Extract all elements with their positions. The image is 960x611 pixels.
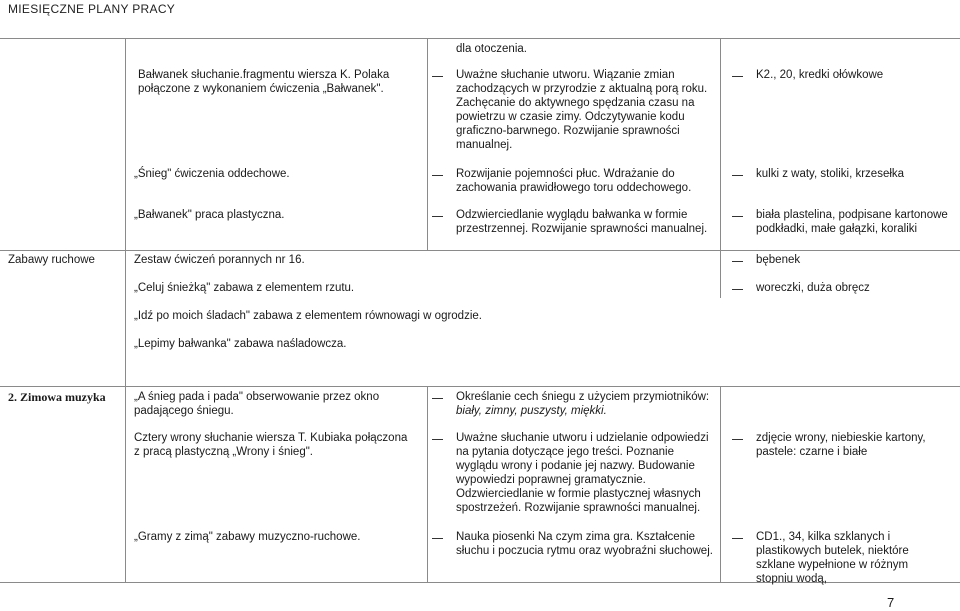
- activity-gramy-z-zima: „Gramy z zimą" zabawy muzyczno-ruchowe.: [134, 531, 361, 543]
- col-divider-3b: [720, 250, 721, 298]
- zabawy-top-rule: [0, 250, 960, 251]
- resources-cztery-wrony: zdjęcie wrony, niebieskie kartony, pastele: czarne i białe: [756, 432, 926, 458]
- bullet-dash: [732, 175, 743, 176]
- bullet-dash: [732, 538, 743, 539]
- zabawa-activity: Zestaw ćwiczeń porannych nr 16.: [134, 254, 305, 266]
- col-divider-3c: [720, 386, 721, 582]
- bullet-dash: [432, 439, 443, 440]
- bullet-dash: [432, 175, 443, 176]
- bullet-dash: [732, 289, 743, 290]
- resources-snieg: kulki z waty, stoliki, krzesełka: [756, 168, 905, 180]
- resources-gramy-z-zima: CD1., 34, kilka szklanych i plastikowych butelek, niektóre szklane wypełnione w różnym stopniu wodą,: [756, 531, 909, 585]
- col-divider-1: [125, 38, 126, 582]
- goal-snieg: Rozwijanie pojemności płuc. Wdrażanie do zachowania prawidłowego toru oddechowego.: [456, 168, 692, 194]
- page-header: MIESIĘCZNE PLANY PRACY: [8, 2, 176, 16]
- goal-balwanek-wiersz: Uważne słuchanie utworu. Wiązanie zmian zachodzących w przyrodzie z aktualną porą roku. Zachęcanie do aktywnego spędzania czasu na powietrzu w czasie zimy. Odczytywanie kodu graficzno-barwnego. Rozwijanie sprawności manualnej.: [456, 69, 708, 151]
- zabawa-activity: „Idź po moich śladach" zabawa z elementem równowagi w ogrodzie.: [134, 310, 482, 322]
- activity-snieg-pada: „A śnieg pada i pada" obserwowanie przez okno padającego śniegu.: [134, 391, 380, 417]
- zabawa-activity: „Celuj śnieżką" zabawa z elementem rzutu.: [134, 282, 355, 294]
- goal-continuation: dla otoczenia.: [456, 43, 527, 55]
- section-zabawy-ruchowe: Zabawy ruchowe: [8, 254, 95, 266]
- activity-snieg: „Śnieg" ćwiczenia oddechowe.: [134, 168, 290, 180]
- goal-cztery-wrony: Uważne słuchanie utworu i udzielanie odpowiedzi na pytania dotyczące jego treści. Poznanie wyglądu wrony i podanie jej nazwy. Budowanie wypowiedzi poprawnej gramatycznie. Odzwierciedlanie w formie plastycznej własnych spostrzeżeń. Rozwijanie sprawności manualnej.: [456, 432, 709, 514]
- goal-snieg-pada: Określanie cech śniegu z użyciem przymiotników:: [456, 391, 710, 403]
- goal-gramy-z-zima: Nauka piosenki Na czym zima gra. Kształcenie słuchu i poczucia rytmu oraz wyobraźni słuchowej.: [456, 531, 713, 557]
- bullet-dash: [432, 76, 443, 77]
- page-number: 7: [887, 595, 895, 610]
- day2-top-rule: [0, 386, 960, 387]
- activity-balwanek-praca: „Bałwanek" praca plastyczna.: [134, 209, 285, 221]
- col-divider-3: [720, 38, 721, 250]
- bullet-dash: [732, 261, 743, 262]
- bullet-dash: [432, 538, 443, 539]
- bullet-dash: [732, 216, 743, 217]
- day-title: 2. Zimowa muzyka: [8, 390, 106, 404]
- goal-balwanek-praca: Odzwierciedlanie wyglądu bałwanka w formie przestrzennej. Rozwijanie sprawności manualnej.: [456, 209, 708, 235]
- bullet-dash: [432, 216, 443, 217]
- activity-balwanek-wiersz: Bałwanek słuchanie.fragmentu wiersza K. Polaka połączone z wykonaniem ćwiczenia „Bałwanek".: [138, 69, 390, 95]
- col-divider-2b: [427, 386, 428, 582]
- bullet-dash: [732, 439, 743, 440]
- resources-balwanek-praca: biała plastelina, podpisane kartonowe podkładki, małe gałązki, koraliki: [756, 209, 948, 235]
- activity-cztery-wrony: Cztery wrony słuchanie wiersza T. Kubiaka połączona z pracą plastyczną „Wrony i śnieg".: [134, 432, 408, 458]
- zabawa-resources: woreczki, duża obręcz: [756, 282, 870, 294]
- goal-snieg-pada-adjectives: biały, zimny, puszysty, miękki.: [456, 405, 607, 417]
- bullet-dash: [432, 398, 443, 399]
- zabawa-resources: bębenek: [756, 254, 801, 266]
- header-rule: [0, 38, 960, 39]
- resources-balwanek-wiersz: K2., 20, kredki ołówkowe: [756, 69, 884, 81]
- zabawa-activity: „Lepimy bałwanka" zabawa naśladowcza.: [134, 338, 347, 350]
- bullet-dash: [732, 76, 743, 77]
- col-divider-2: [427, 38, 428, 250]
